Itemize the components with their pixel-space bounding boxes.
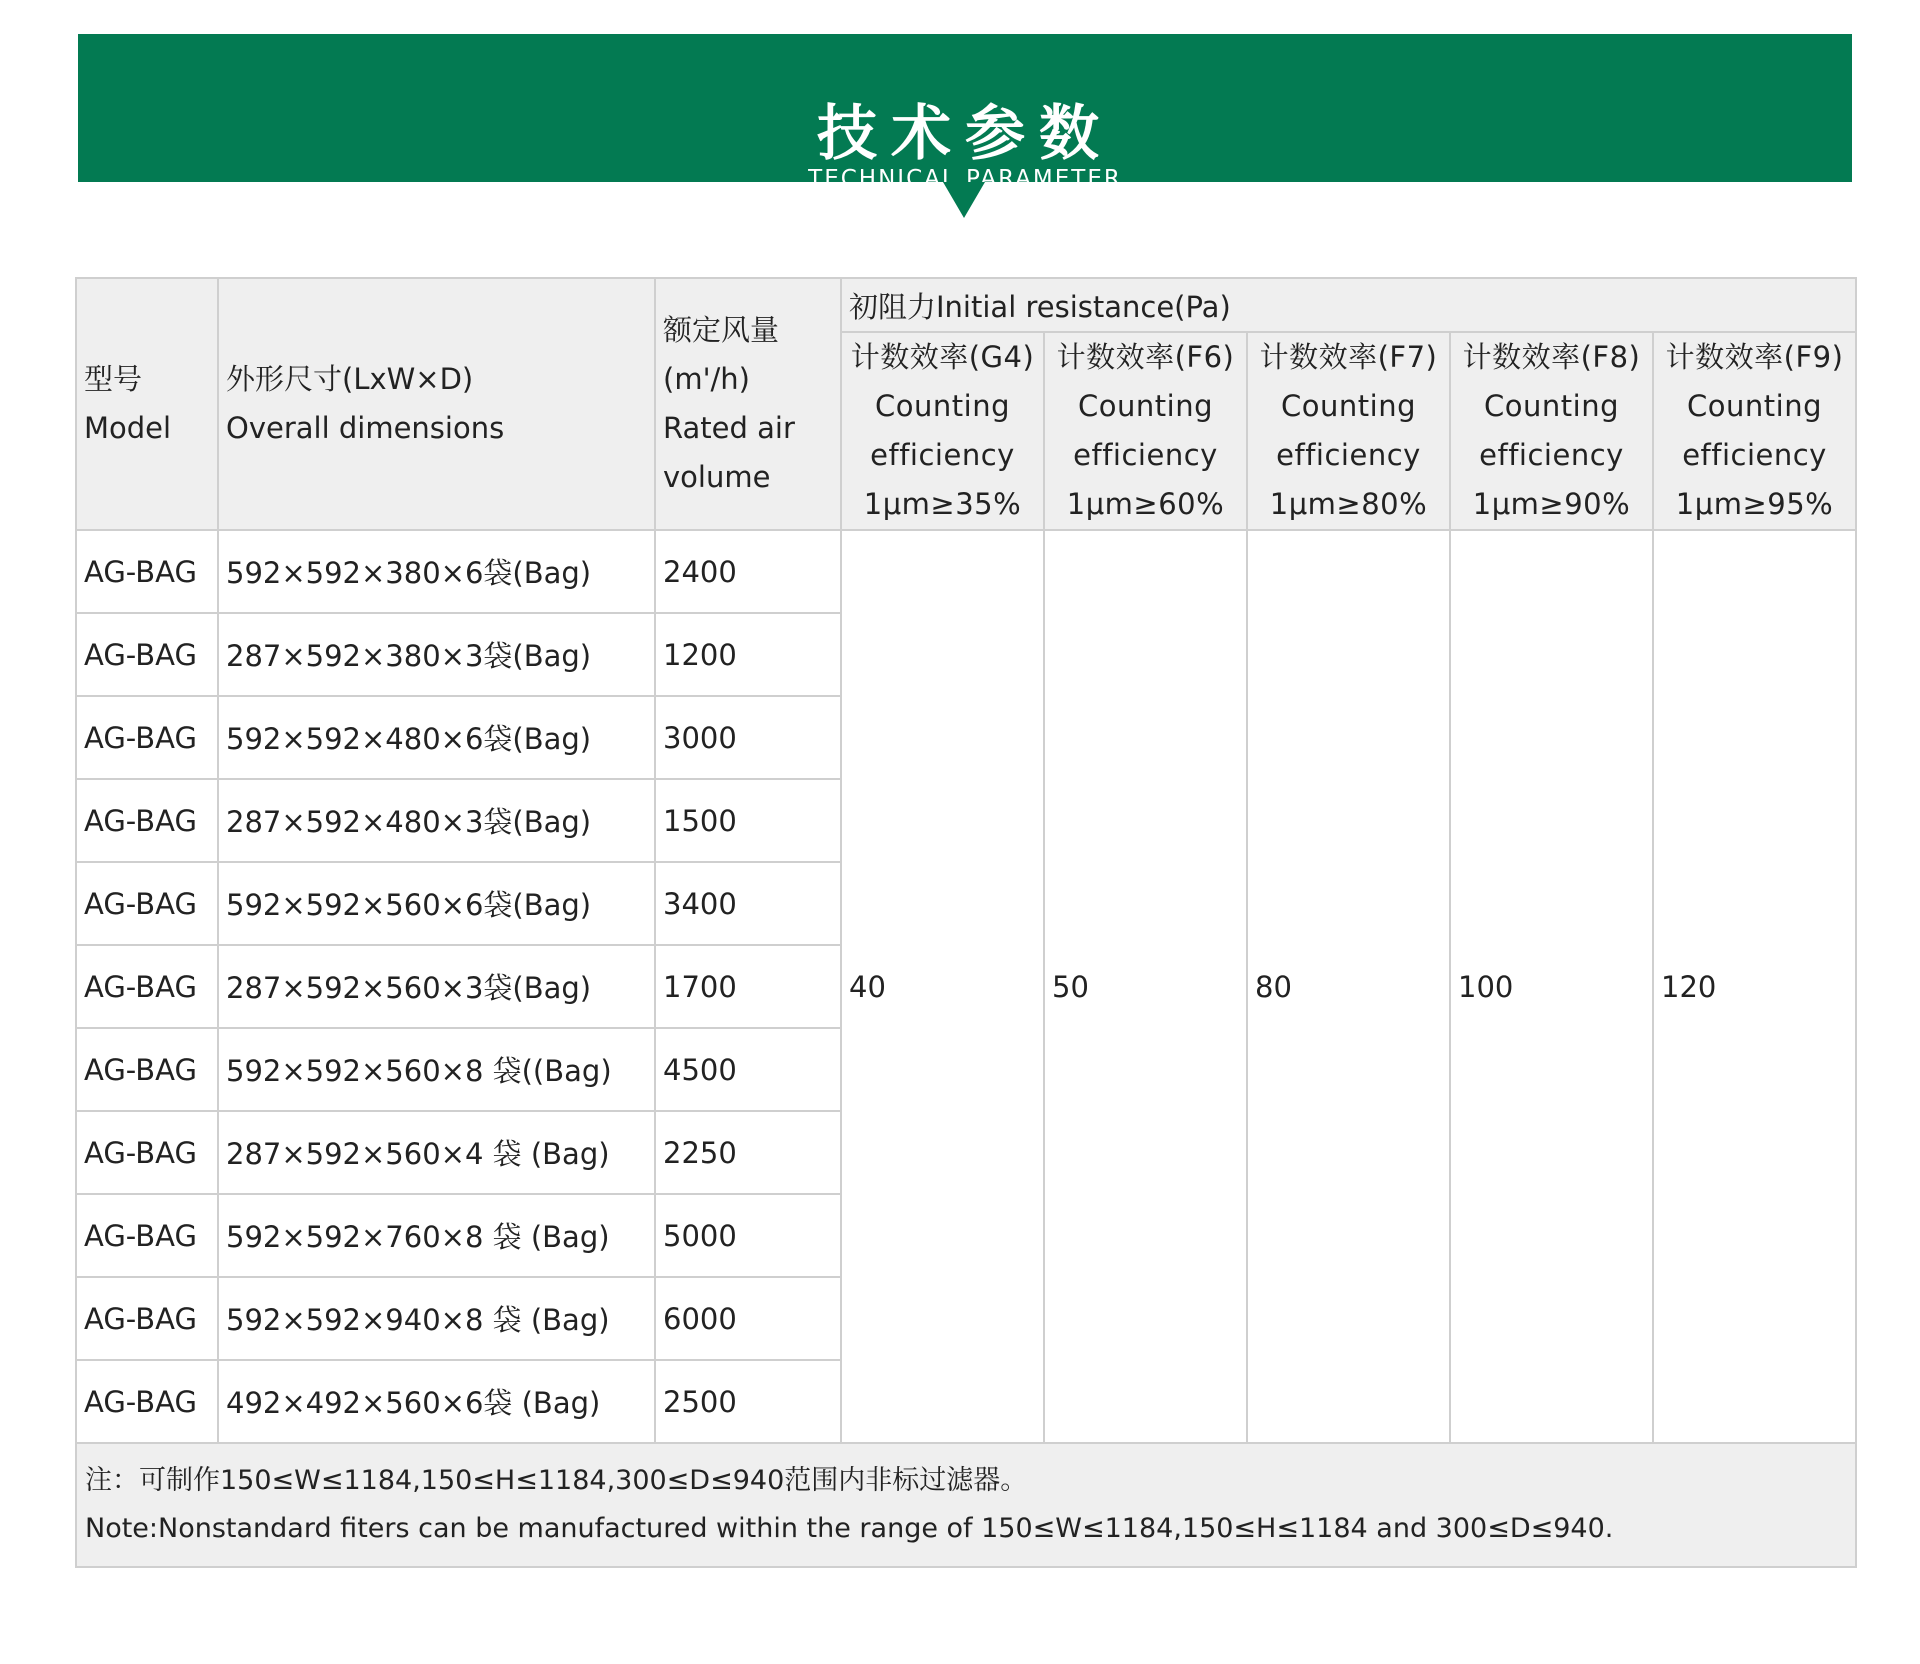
eff-f6-en2: efficiency — [1073, 438, 1218, 472]
cell-model: AG-BAG — [76, 613, 218, 696]
table-note-row — [76, 1443, 1856, 1567]
cell-air-volume: 3000 — [655, 696, 841, 779]
cell-air-volume: 2400 — [655, 530, 841, 613]
header-efficiency-g4 — [841, 332, 1044, 530]
cell-air-volume: 5000 — [655, 1194, 841, 1277]
cell-dimensions: 592×592×940×8 袋 (Bag) — [218, 1277, 655, 1360]
header-efficiency-f6 — [1044, 332, 1247, 530]
header-air-en1: Rated air — [663, 411, 795, 445]
cell-model: AG-BAG — [76, 696, 218, 779]
eff-f7-cn: 计数效率(F7) — [1259, 340, 1438, 374]
cell-model: AG-BAG — [76, 1028, 218, 1111]
cell-air-volume: 1500 — [655, 779, 841, 862]
cell-model: AG-BAG — [76, 945, 218, 1028]
cell-resistance-f7: 80 — [1247, 530, 1450, 1443]
eff-f8-spec: 1μm≥90% — [1472, 487, 1631, 521]
cell-dimensions: 592×592×560×8 袋((Bag) — [218, 1028, 655, 1111]
cell-model: AG-BAG — [76, 1194, 218, 1277]
header-air-volume — [655, 278, 841, 530]
table-note — [76, 1443, 1856, 1567]
header-dimensions — [218, 278, 655, 530]
header-dims-cn: 外形尺寸(LxW×D) — [226, 362, 474, 396]
header-efficiency-f8 — [1450, 332, 1653, 530]
cell-model: AG-BAG — [76, 530, 218, 613]
header-efficiency-f7 — [1247, 332, 1450, 530]
section-banner — [78, 34, 1852, 192]
cell-resistance-f6: 50 — [1044, 530, 1247, 1443]
cell-dimensions: 287×592×560×4 袋 (Bag) — [218, 1111, 655, 1194]
header-air-cn: 额定风量 — [663, 313, 780, 347]
cell-air-volume: 1700 — [655, 945, 841, 1028]
cell-resistance-g4: 40 — [841, 530, 1044, 1443]
header-air-unit: (m'/h) — [663, 362, 750, 396]
eff-f9-en2: efficiency — [1682, 438, 1827, 472]
eff-f9-en1: Counting — [1687, 389, 1822, 423]
cell-air-volume: 6000 — [655, 1277, 841, 1360]
eff-f6-spec: 1μm≥60% — [1066, 487, 1225, 521]
table-row — [76, 530, 1856, 613]
eff-f8-en1: Counting — [1484, 389, 1619, 423]
cell-air-volume: 2250 — [655, 1111, 841, 1194]
header-initial-resistance: 初阻力Initial resistance(Pa) — [841, 278, 1856, 332]
cell-dimensions: 592×592×560×6袋(Bag) — [218, 862, 655, 945]
eff-f8-cn: 计数效率(F8) — [1462, 340, 1641, 374]
cell-resistance-f9: 120 — [1653, 530, 1856, 1443]
note-cn: 注：可制作150≤W≤1184,150≤H≤1184,300≤D≤940范围内非标过滤器。 — [85, 1465, 1028, 1496]
banner-subtitle: TECHNICAL PARAMETER — [808, 166, 1122, 192]
eff-f6-cn: 计数效率(F6) — [1056, 340, 1235, 374]
cell-dimensions: 287×592×380×3袋(Bag) — [218, 613, 655, 696]
eff-f7-en2: efficiency — [1276, 438, 1421, 472]
cell-model: AG-BAG — [76, 1277, 218, 1360]
eff-g4-en2: efficiency — [870, 438, 1015, 472]
eff-f6-en1: Counting — [1078, 389, 1213, 423]
eff-g4-spec: 1μm≥35% — [863, 487, 1022, 521]
cell-dimensions: 592×592×480×6袋(Bag) — [218, 696, 655, 779]
header-model-cn: 型号 — [84, 362, 143, 396]
spec-table — [75, 277, 1857, 1568]
cell-dimensions: 492×492×560×6袋 (Bag) — [218, 1360, 655, 1443]
eff-f7-spec: 1μm≥80% — [1269, 487, 1428, 521]
cell-air-volume: 1200 — [655, 613, 841, 696]
note-en: Note:Nonstandard fiters can be manufactured within the range of 150≤W≤1184,150≤H≤1184 and 300≤D≤940. — [85, 1513, 1614, 1544]
cell-air-volume: 3400 — [655, 862, 841, 945]
cell-air-volume: 4500 — [655, 1028, 841, 1111]
cell-dimensions: 592×592×380×6袋(Bag) — [218, 530, 655, 613]
cell-model: AG-BAG — [76, 862, 218, 945]
header-dims-en: Overall dimensions — [226, 411, 505, 445]
eff-f7-en1: Counting — [1281, 389, 1416, 423]
header-efficiency-f9 — [1653, 332, 1856, 530]
eff-g4-cn: 计数效率(G4) — [850, 340, 1035, 374]
cell-dimensions: 287×592×560×3袋(Bag) — [218, 945, 655, 1028]
eff-f9-spec: 1μm≥95% — [1675, 487, 1834, 521]
header-air-en2: volume — [663, 460, 771, 494]
banner-title: 技术参数 — [817, 99, 1113, 169]
eff-g4-en1: Counting — [875, 389, 1010, 423]
cell-model: AG-BAG — [76, 779, 218, 862]
cell-resistance-f8: 100 — [1450, 530, 1653, 1443]
eff-f9-cn: 计数效率(F9) — [1665, 340, 1844, 374]
header-model — [76, 278, 218, 530]
cell-model: AG-BAG — [76, 1111, 218, 1194]
cell-dimensions: 592×592×760×8 袋 (Bag) — [218, 1194, 655, 1277]
banner-pointer-icon — [943, 182, 985, 218]
cell-model: AG-BAG — [76, 1360, 218, 1443]
eff-f8-en2: efficiency — [1479, 438, 1624, 472]
header-model-en: Model — [84, 411, 172, 445]
cell-air-volume: 2500 — [655, 1360, 841, 1443]
cell-dimensions: 287×592×480×3袋(Bag) — [218, 779, 655, 862]
